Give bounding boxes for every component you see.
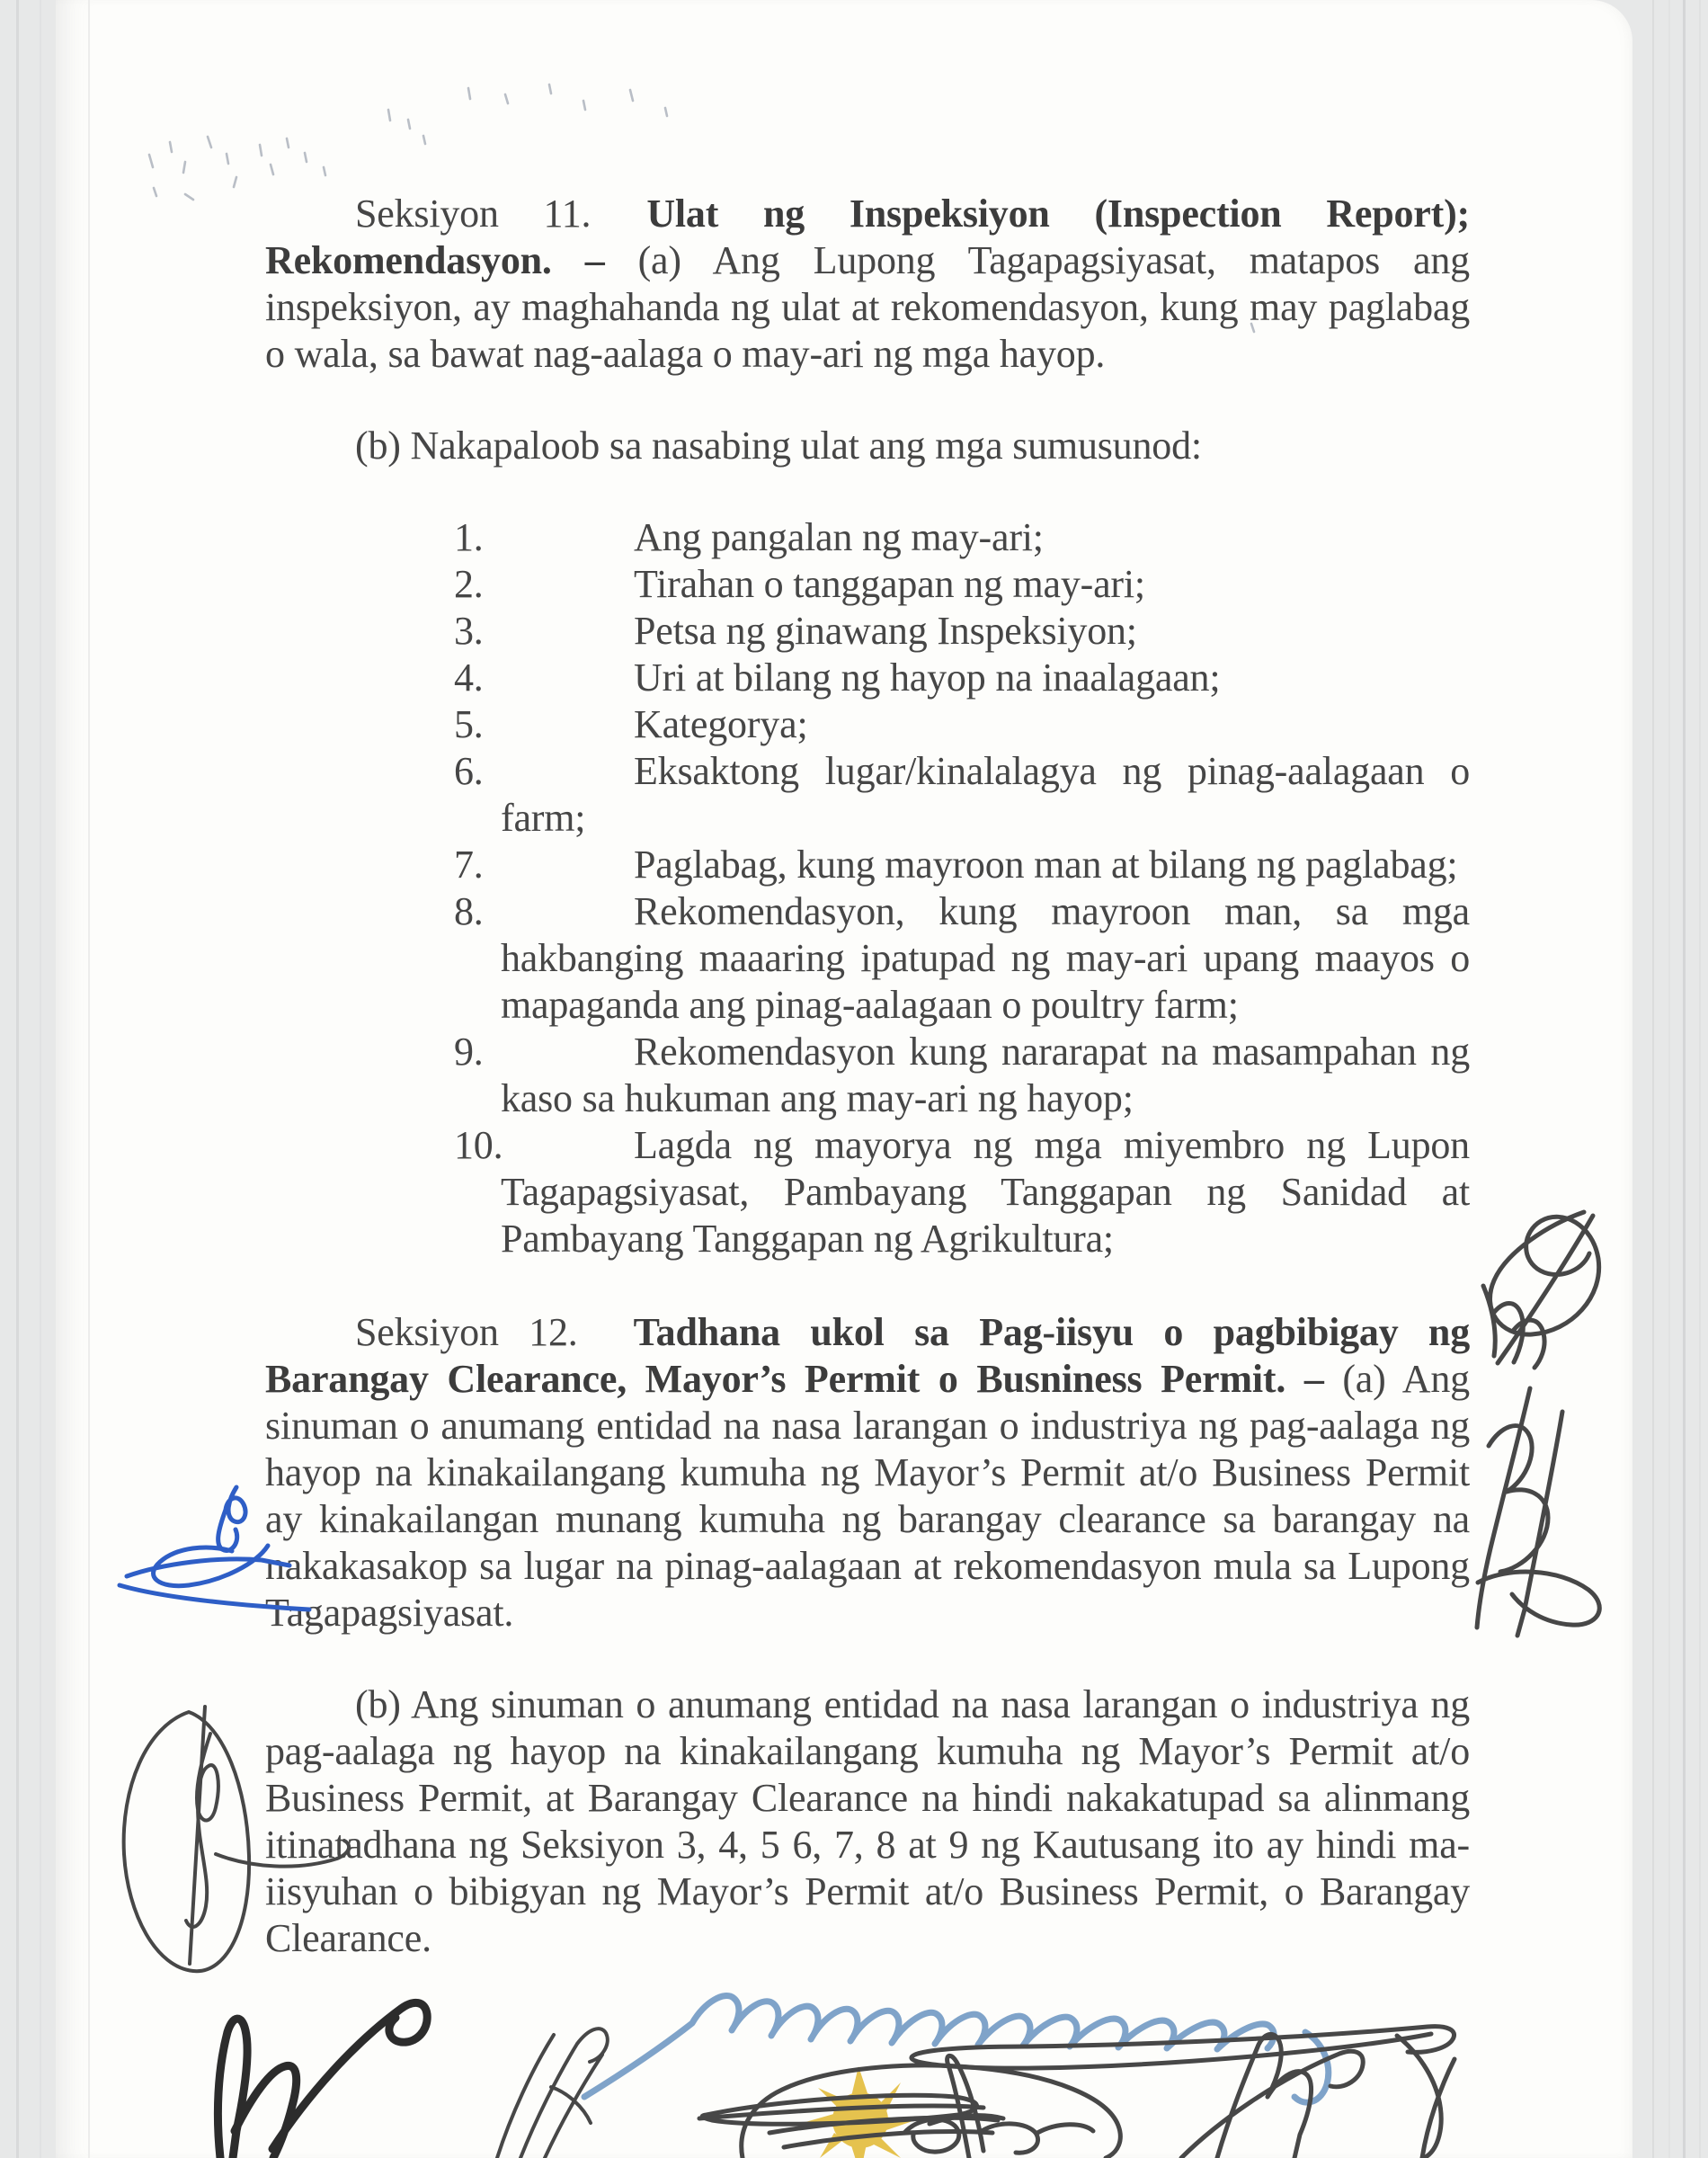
list-text: Lagda ng mayorya ng mga miyembro ng Lupon Tagapagsiyasat, Pambayang Tanggapan ng Sanidad at Pambayang Tanggapan ng Agrikultura; bbox=[501, 1123, 1470, 1261]
list-number: 10. bbox=[454, 1123, 503, 1167]
list-item bbox=[454, 701, 1470, 748]
dash: – bbox=[1303, 1357, 1324, 1401]
list-number: 8. bbox=[454, 889, 484, 933]
page-edge-line bbox=[1683, 0, 1686, 2158]
document-text bbox=[265, 191, 1470, 1962]
section-12-body: (a) Ang sinuman o anumang entidad na nasa larangan o industriya ng pag-aalaga ng hayop na kinakailangang kumuha ng Mayor’s Permit at/o Business Permit ay kinakailangan munang kumuha ng barangay clearance sa barangay na nakakasakop sa lugar na pinag-aalagaan at rekomendasyon mula sa Lupong Tagapagsiyasat. bbox=[265, 1357, 1470, 1635]
list-number: 4. bbox=[454, 655, 484, 700]
section-11-paragraph-b-intro: (b) Nakapaloob sa nasabing ulat ang mga sumusunod: bbox=[355, 424, 1202, 468]
list-text: Petsa ng ginawang Inspeksiyon; bbox=[634, 609, 1137, 653]
list-number: 3. bbox=[454, 609, 484, 653]
page-edge-line bbox=[16, 0, 19, 2158]
section-11-label: Seksiyon 11. bbox=[355, 192, 592, 236]
list-text: Rekomendasyon kung nararapat na masampahan ng kaso sa hukuman ang may-ari ng hayop; bbox=[501, 1030, 1470, 1120]
list-item bbox=[454, 514, 1470, 561]
list-number: 1. bbox=[454, 515, 484, 559]
list-item bbox=[454, 608, 1470, 655]
list-text: Kategorya; bbox=[634, 702, 808, 746]
page-edge-line bbox=[40, 0, 41, 2158]
section-12-title: Tadhana ukol sa Pag-iisyu o pagbibigay ng Barangay Clearance, Mayor’s Permit o Busniness Permit. bbox=[265, 1310, 1471, 1401]
page-edge-line bbox=[1652, 0, 1654, 2158]
list-text: Uri at bilang ng hayop na inaalagaan; bbox=[634, 655, 1221, 700]
list-item bbox=[454, 561, 1470, 608]
list-number: 7. bbox=[454, 843, 484, 887]
list-item bbox=[454, 888, 1470, 1029]
section-11-title: Ulat ng Inspeksiyon (Inspection Report); Rekomendasyon. bbox=[265, 192, 1470, 282]
list-text: Eksaktong lugar/kinalalagya ng pinag-aalagaan o farm; bbox=[501, 749, 1470, 840]
list-text: Paglabag, kung mayroon man at bilang ng paglabag; bbox=[634, 843, 1458, 887]
section-11-body: (a) Ang Lupong Tagapagsiyasat, matapos ang inspeksiyon, ay maghahanda ng ulat at rekomendasyon, kung may paglabag o wala, sa bawat nag-aalaga o may-ari ng mga hayop. bbox=[265, 238, 1470, 376]
list-item bbox=[454, 842, 1470, 888]
list-text: Ang pangalan ng may-ari; bbox=[634, 515, 1044, 559]
list-item bbox=[454, 655, 1470, 701]
list-text: Tirahan o tanggapan ng may-ari; bbox=[634, 562, 1145, 606]
page-edge-line bbox=[1668, 0, 1670, 2158]
list-number: 2. bbox=[454, 562, 484, 606]
list-item bbox=[454, 1029, 1470, 1122]
report-contents-list bbox=[265, 514, 1470, 1262]
page-edge-line bbox=[88, 0, 90, 2158]
list-number: 5. bbox=[454, 702, 484, 746]
list-number: 9. bbox=[454, 1030, 484, 1074]
dash: – bbox=[584, 238, 605, 282]
list-item bbox=[454, 1122, 1470, 1262]
list-number: 6. bbox=[454, 749, 484, 793]
list-text: Rekomendasyon, kung mayroon man, sa mga hakbanging maaaring ipatupad ng may-ari upang maayos o mapaganda ang pinag-aalagaan o poultry farm; bbox=[501, 889, 1470, 1027]
section-11-paragraph-a bbox=[265, 191, 1470, 378]
list-item bbox=[454, 748, 1470, 842]
section-12-paragraph-b: (b) Ang sinuman o anumang entidad na nasa larangan o industriya ng pag-aalaga ng hayop na kinakailangang kumuha ng Mayor’s Permit at/o Business Permit, at Barangay Clearance na hindi nakakatupad sa alinmang itinatadhana ng Seksiyon 3, 4, 5 6, 7, 8 at 9 ng Kautusang ito ay hindi ma-iisyuhan o bibigyan ng Mayor’s Permit at/o Business Permit, o Barangay Clearance. bbox=[265, 1682, 1470, 1960]
section-12-paragraph-a bbox=[265, 1309, 1470, 1636]
section-12-label: Seksiyon 12. bbox=[355, 1310, 578, 1354]
page-edge-line bbox=[1699, 0, 1701, 2158]
